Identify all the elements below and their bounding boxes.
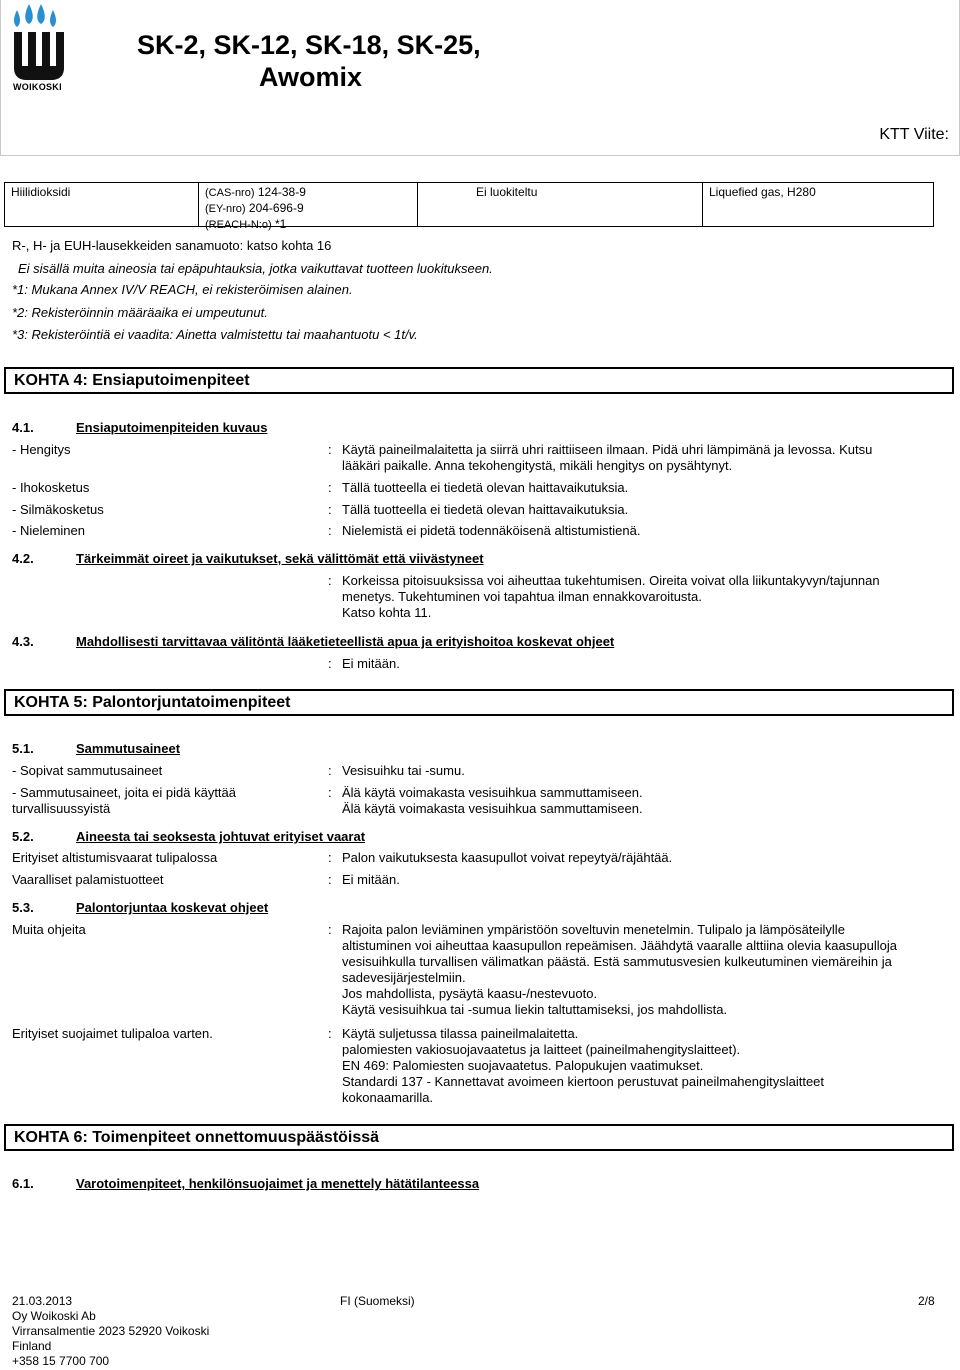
colon: : bbox=[328, 850, 332, 865]
hazard-value: Liquefied gas, H280 bbox=[709, 185, 816, 199]
colon: : bbox=[328, 523, 332, 538]
value-suojaimet bbox=[342, 1026, 942, 1106]
subheading-5-3 bbox=[12, 900, 268, 915]
footer-company: Oy Woikoski Ab bbox=[12, 1309, 96, 1323]
value-line: menetys. Tukehtuminen voi tapahtua ilman ennakkovaroitusta. bbox=[342, 589, 702, 604]
page-header bbox=[0, 0, 960, 156]
value-line: Katso kohta 11. bbox=[342, 605, 432, 620]
value-line: kokonaamarilla. bbox=[342, 1090, 434, 1105]
cas-key: (CAS-nro) bbox=[205, 187, 255, 199]
value-line: Älä käytä voimakasta vesisuihkua sammuttamiseen. bbox=[342, 785, 643, 800]
value-line: Rajoita palon leviäminen ympäristöön soveltuvin menetelmin. Tulipalo ja lämpösäteilylle bbox=[342, 922, 845, 937]
value-line: EN 469: Palomiesten suojavaatetus. Palopukujen vaatimukset. bbox=[342, 1058, 704, 1073]
cas-value: 124-38-9 bbox=[257, 185, 306, 199]
value-line: Älä käytä voimakasta vesisuihkua sammuttamiseen. bbox=[342, 801, 643, 816]
phrases-note: R-, H- ja EUH-lausekkeiden sanamuoto: katso kohta 16 bbox=[12, 238, 332, 253]
subheading-number: 4.1. bbox=[12, 420, 34, 435]
label-line: - Sammutusaineet, joita ei pidä käyttää bbox=[12, 785, 237, 800]
reach-key: (REACH-N:o) bbox=[205, 219, 272, 231]
reach-value: *1 bbox=[274, 217, 287, 231]
subheading-text: Aineesta tai seoksesta johtuvat erityiset vaarat bbox=[76, 829, 366, 844]
footer-language: FI (Suomeksi) bbox=[340, 1294, 415, 1308]
value-medical-help: Ei mitään. bbox=[342, 656, 400, 671]
subheading-text: Sammutusaineet bbox=[76, 741, 181, 756]
section-6-heading bbox=[4, 1124, 954, 1151]
colon: : bbox=[328, 872, 332, 887]
note-impurities: Ei sisällä muita aineosia tai epäpuhtauksia, jotka vaikuttavat tuotteen luokitukseen. bbox=[18, 261, 493, 276]
footer-address: Virransalmentie 2023 52920 Voikoski bbox=[12, 1324, 210, 1338]
section-6-title: KOHTA 6: Toimenpiteet onnettomuuspäästöissä bbox=[14, 1129, 380, 1146]
section-4-heading bbox=[4, 367, 954, 394]
value-line: altistuminen voi aiheuttaa kaasupullon repeämisen. Jäähdytä vaaralle alttiina olevia kaasupulloja bbox=[342, 938, 898, 953]
value-altistumisvaarat: Palon vaikutuksesta kaasupullot voivat repeytyä/räjähtää. bbox=[342, 850, 673, 865]
substance-identifiers-cell bbox=[199, 183, 418, 231]
label-ei-kaytettavat bbox=[12, 785, 236, 817]
value-hengitys bbox=[342, 442, 942, 474]
value-ihokosketus: Tällä tuotteella ei tiedetä olevan haittavaikutuksia. bbox=[342, 480, 629, 495]
hazard-cell bbox=[703, 183, 915, 226]
section-5-title: KOHTA 5: Palontorjuntatoimenpiteet bbox=[14, 694, 291, 711]
subheading-6-1 bbox=[12, 1176, 479, 1191]
footer-date: 21.03.2013 bbox=[12, 1294, 73, 1308]
label-sopivat: - Sopivat sammutusaineet bbox=[12, 763, 163, 778]
colon: : bbox=[328, 573, 332, 588]
value-line: Korkeissa pitoisuuksissa voi aiheuttaa tukehtumisen. Oireita voivat olla liikuntakyvyn/tajunnan bbox=[342, 573, 880, 588]
label-line: turvallisuussyistä bbox=[12, 801, 111, 816]
footer-company-block bbox=[12, 1294, 209, 1369]
value-line: palomiesten vakiosuojavaatetus ja laitteet (paineilmahengityslaitteet). bbox=[342, 1042, 741, 1057]
value-nieleminen: Nielemistä ei pidetä todennäköisenä altistumistienä. bbox=[342, 523, 641, 538]
substance-name-cell bbox=[5, 183, 199, 226]
label-nieleminen: - Nieleminen bbox=[12, 523, 85, 538]
ey-value: 204-696-9 bbox=[248, 201, 304, 215]
value-line: lääkäri paikalle. Anna tekohengitystä, mikäli hengitys on pysähtynyt. bbox=[342, 458, 733, 473]
colon: : bbox=[328, 442, 332, 457]
section-4-title: KOHTA 4: Ensiaputoimenpiteet bbox=[14, 372, 250, 389]
subheading-number: 4.3. bbox=[12, 634, 34, 649]
footer-phone: +358 15 7700 700 bbox=[12, 1354, 110, 1368]
value-line: Käytä suljetussa tilassa paineilmalaitetta. bbox=[342, 1026, 579, 1041]
value-palamistuotteet: Ei mitään. bbox=[342, 872, 400, 887]
value-line: Standardi 137 - Kannettavat avoimeen kiertoon perustuvat paineilmahengityslaitteet bbox=[342, 1074, 825, 1089]
subheading-5-2 bbox=[12, 829, 365, 844]
subheading-text: Tärkeimmät oireet ja vaikutukset, sekä välittömät että viivästyneet bbox=[76, 551, 484, 566]
label-hengitys: - Hengitys bbox=[12, 442, 71, 457]
colon: : bbox=[328, 1026, 332, 1041]
value-ei-kaytettavat bbox=[342, 785, 942, 817]
woikoski-logo-icon bbox=[11, 2, 67, 94]
value-sopivat: Vesisuihku tai -sumu. bbox=[342, 763, 465, 778]
product-title-line2: Awomix bbox=[259, 62, 363, 92]
value-line: Käytä paineilmalaitetta ja siirrä uhri raittiiseen ilmaan. Pidä uhri lämpimänä ja levossa. Kutsu bbox=[342, 442, 873, 457]
value-line: sadevesijärjestelmiin. bbox=[342, 970, 466, 985]
colon: : bbox=[328, 480, 332, 495]
subheading-4-2 bbox=[12, 551, 484, 566]
label-palamistuotteet: Vaaralliset palamistuotteet bbox=[12, 872, 164, 887]
classification-value: Ei luokiteltu bbox=[476, 185, 538, 199]
footer-country: Finland bbox=[12, 1339, 52, 1353]
value-line: Käytä vesisuihkua tai -sumua liekin taltuttamiseksi, jos mahdollista. bbox=[342, 1002, 728, 1017]
subheading-text: Palontorjuntaa koskevat ohjeet bbox=[76, 900, 269, 915]
substance-table bbox=[4, 182, 934, 231]
subheading-4-3 bbox=[12, 634, 614, 649]
value-silmakosketus: Tällä tuotteella ei tiedetä olevan haittavaikutuksia. bbox=[342, 502, 629, 517]
substance-name: Hiilidioksidi bbox=[11, 185, 71, 199]
colon: : bbox=[328, 502, 332, 517]
note-footnote-1: *1: Mukana Annex IV/V REACH, ei rekisteröimisen alainen. bbox=[12, 282, 353, 297]
ey-key: (EY-nro) bbox=[205, 203, 246, 215]
note-footnote-3: *3: Rekisteröintiä ei vaadita: Ainetta valmistettu tai maahantuotu < 1t/v. bbox=[12, 327, 418, 342]
subheading-4-1 bbox=[12, 420, 267, 435]
value-muita-ohjeita bbox=[342, 922, 942, 1018]
subheading-text: Mahdollisesti tarvittavaa välitöntä lääketieteellistä apua ja erityishoitoa koskevat ohjeet bbox=[76, 634, 615, 649]
ktt-reference-label: KTT Viite: bbox=[879, 126, 949, 143]
colon: : bbox=[328, 763, 332, 778]
value-line: Jos mahdollista, pysäytä kaasu-/nestevuoto. bbox=[342, 986, 598, 1001]
label-silmakosketus: - Silmäkosketus bbox=[12, 502, 104, 517]
label-muita-ohjeita: Muita ohjeita bbox=[12, 922, 86, 937]
subheading-number: 5.3. bbox=[12, 900, 34, 915]
value-symptoms bbox=[342, 573, 942, 621]
label-ihokosketus: - Ihokosketus bbox=[12, 480, 90, 495]
subheading-number: 4.2. bbox=[12, 551, 34, 566]
subheading-text: Varotoimenpiteet, henkilönsuojaimet ja menettely hätätilanteessa bbox=[76, 1176, 480, 1191]
subheading-5-1 bbox=[12, 741, 180, 756]
subheading-number: 5.2. bbox=[12, 829, 34, 844]
product-title-line1: SK-2, SK-12, SK-18, SK-25, bbox=[137, 30, 481, 60]
colon: : bbox=[328, 785, 332, 800]
footer-page-number: 2/8 bbox=[918, 1294, 935, 1308]
label-suojaimet: Erityiset suojaimet tulipaloa varten. bbox=[12, 1026, 213, 1041]
note-footnote-2: *2: Rekisteröinnin määräaika ei umpeutunut. bbox=[12, 305, 268, 320]
colon: : bbox=[328, 922, 332, 937]
section-5-heading bbox=[4, 689, 954, 716]
label-altistumisvaarat: Erityiset altistumisvaarat tulipalossa bbox=[12, 850, 218, 865]
subheading-number: 6.1. bbox=[12, 1176, 34, 1191]
logo-text: WOIKOSKI bbox=[13, 82, 62, 92]
value-line: vesisuihkulla turvallisen välimatkan päästä. Estä sammutusvesien kulkeutuminen viemäreihin ja bbox=[342, 954, 892, 969]
subheading-text: Ensiaputoimenpiteiden kuvaus bbox=[76, 420, 268, 435]
classification-cell bbox=[418, 183, 703, 226]
colon: : bbox=[328, 656, 332, 671]
subheading-number: 5.1. bbox=[12, 741, 34, 756]
